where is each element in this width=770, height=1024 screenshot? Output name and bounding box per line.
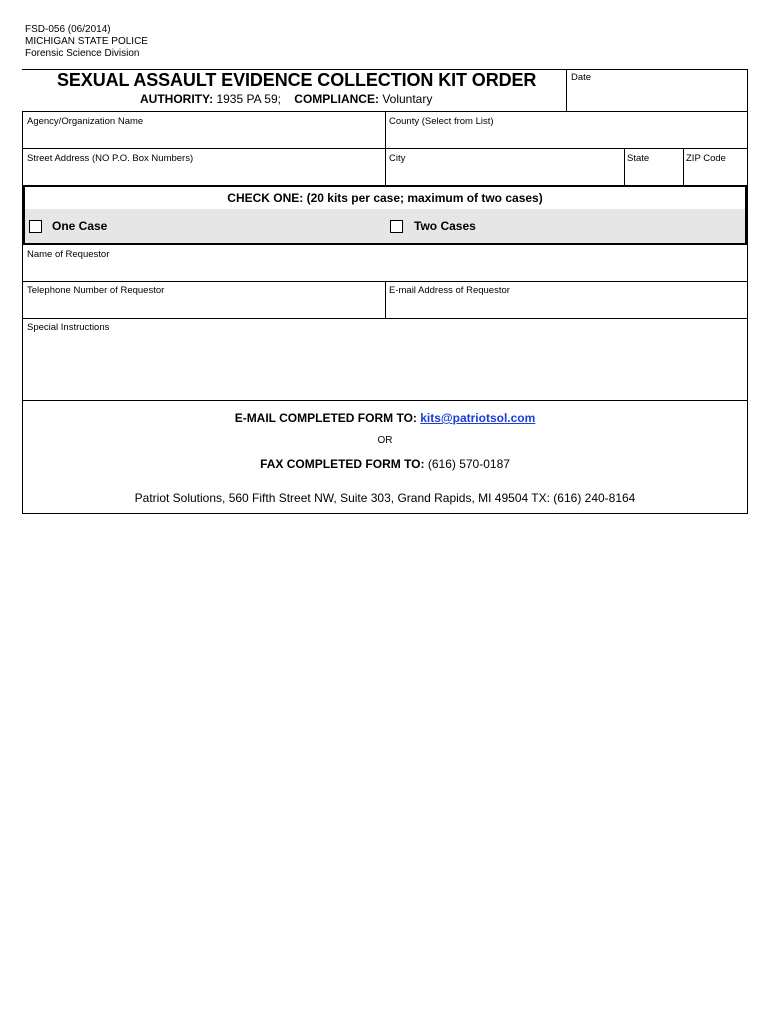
special-instructions-label: Special Instructions (27, 322, 110, 333)
street-address-field[interactable] (23, 149, 385, 185)
divider (23, 400, 747, 401)
check-one-heading: CHECK ONE: (20 kits per case; maximum of two cases) (227, 191, 543, 205)
email-label: E-MAIL COMPLETED FORM TO: (234, 411, 417, 425)
compliance-value: Voluntary (382, 92, 433, 106)
or-text: OR (377, 435, 393, 446)
two-cases-checkbox[interactable] (390, 220, 403, 233)
street-address-label: Street Address (NO P.O. Box Numbers) (27, 153, 194, 164)
vendor-address: Patriot Solutions, 560 Fifth Street NW, Suite 303, Grand Rapids, MI 49504 TX: (616) 240-8164 (134, 491, 636, 505)
authority-value: 1935 PA 59; (216, 92, 281, 106)
authority-label: AUTHORITY: (140, 92, 214, 106)
requestor-phone-field[interactable] (23, 282, 385, 318)
email-instruction (23, 411, 747, 425)
state-label: State (627, 153, 650, 164)
requestor-name-field[interactable] (23, 245, 747, 281)
requestor-email-label: E-mail Address of Requestor (389, 285, 510, 296)
city-field[interactable] (386, 149, 624, 185)
state-field[interactable] (625, 149, 683, 185)
case-options-row (25, 209, 745, 243)
zip-code-field[interactable] (684, 149, 747, 185)
case-selection-box (23, 185, 747, 245)
form-header (25, 24, 148, 60)
date-field[interactable] (566, 69, 748, 111)
order-form (22, 111, 748, 514)
email-link[interactable]: kits@patriotsol.com (420, 411, 536, 425)
two-cases-label: Two Cases (414, 219, 476, 233)
agency-name-label: Agency/Organization Name (27, 116, 144, 127)
agency-name: MICHIGAN STATE POLICE (25, 36, 148, 47)
fax-number: (616) 570-0187 (427, 457, 510, 471)
one-case-checkbox[interactable] (29, 220, 42, 233)
county-label: County (Select from List) (389, 116, 494, 127)
agency-name-field[interactable] (23, 112, 385, 148)
requestor-name-label: Name of Requestor (27, 249, 110, 260)
form-number: FSD-056 (06/2014) (25, 24, 111, 35)
requestor-email-field[interactable] (386, 282, 747, 318)
city-label: City (389, 153, 406, 164)
page-title: SEXUAL ASSAULT EVIDENCE COLLECTION KIT ORDER (57, 70, 537, 90)
compliance-label: COMPLIANCE: (294, 92, 379, 106)
county-select[interactable] (386, 112, 747, 148)
one-case-label: One Case (52, 219, 108, 233)
fax-label: FAX COMPLETED FORM TO: (260, 457, 425, 471)
fax-instruction (23, 457, 747, 471)
authority-line (140, 92, 432, 106)
division-name: Forensic Science Division (25, 48, 140, 59)
date-label: Date (571, 72, 592, 83)
special-instructions-field[interactable] (23, 319, 747, 400)
requestor-phone-label: Telephone Number of Requestor (27, 285, 165, 296)
zip-code-label: ZIP Code (686, 153, 726, 164)
